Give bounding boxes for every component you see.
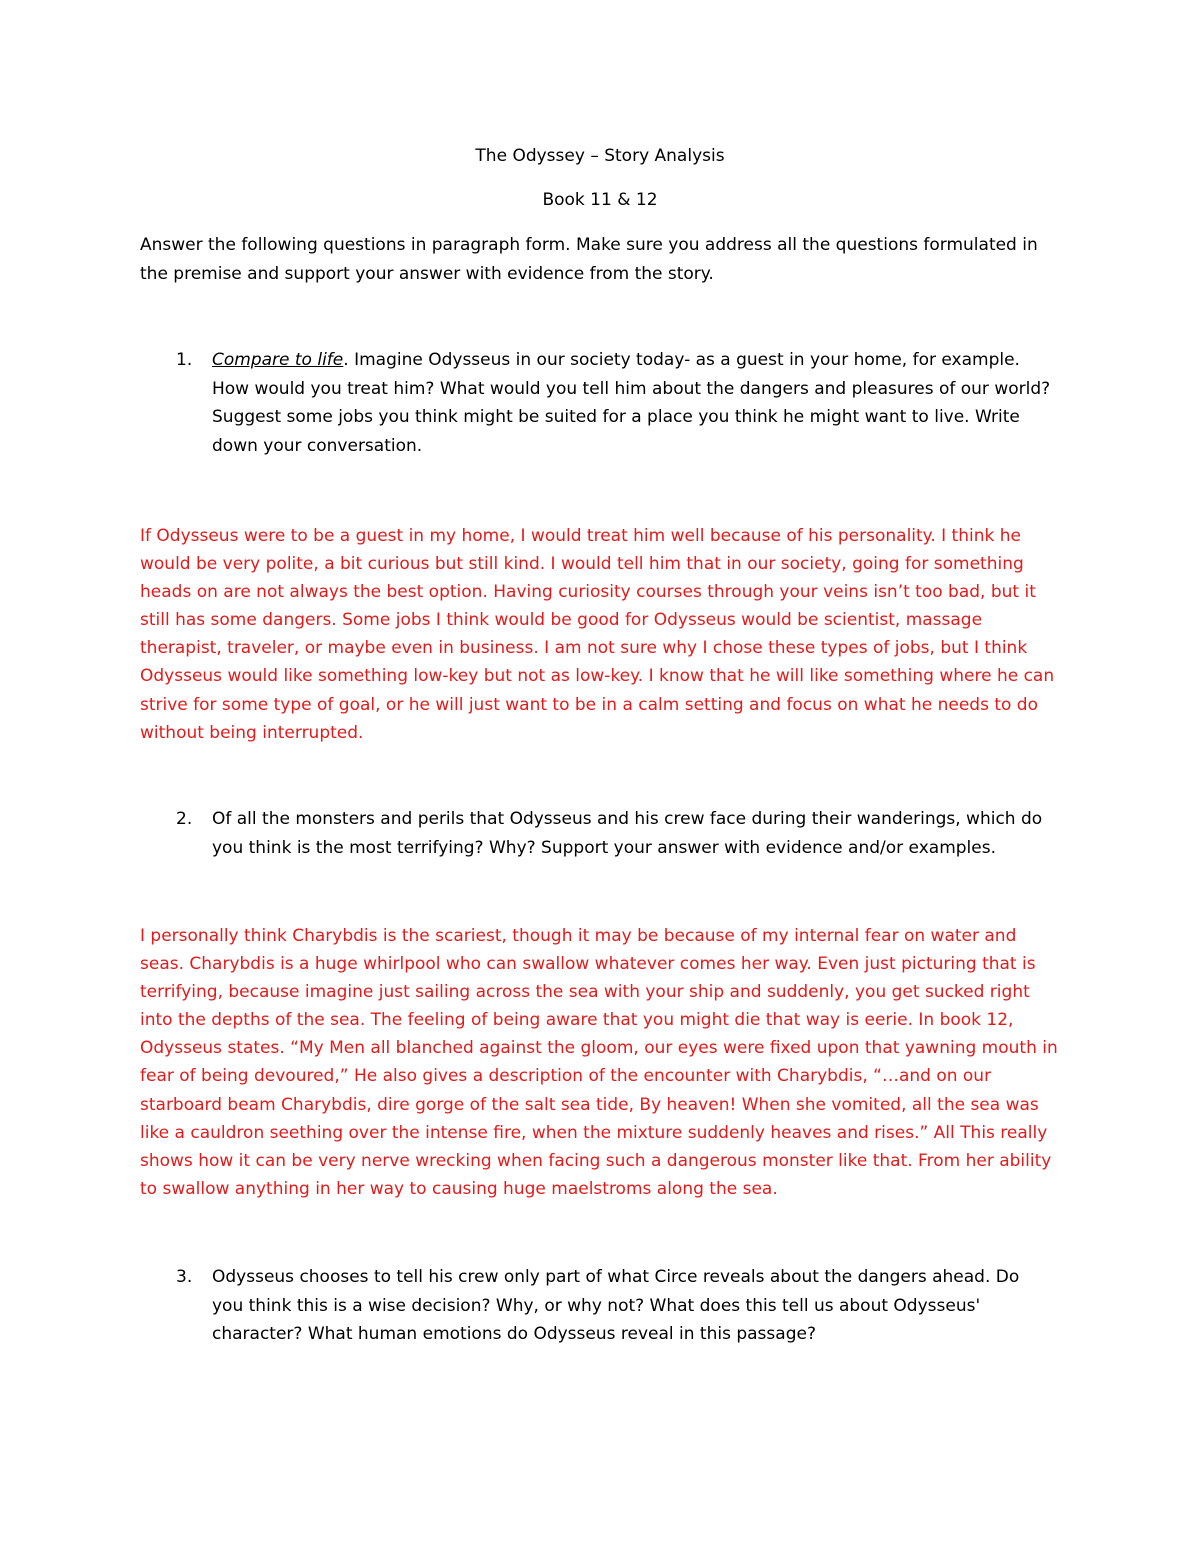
question-number: 1. — [176, 350, 193, 370]
question-lead: Compare to life — [212, 350, 344, 370]
document-title: The Odyssey – Story Analysis — [475, 146, 725, 166]
question-body: . Imagine Odysseus in our society today- as a guest in your home, for example. How would you treat him? What would you tell him about the dangers and pleasures of our world? Suggest some jobs you think might be suited for a place you think he might want to live. Write down your conversation. — [212, 350, 1051, 456]
question-number: 3. — [176, 1267, 193, 1287]
question-number: 2. — [176, 809, 193, 829]
answer-1: If Odysseus were to be a guest in my home, I would treat him well because of his personality. I think he would be very polite, a bit curious but still kind. I would tell him that in our society, going for something heads on are not always the best option. Having curiosity courses through your veins isn’t too bad, but it still has some dangers. Some jobs I think would be good for Odysseus would be scientist, massage therapist, traveler, or maybe even in business. I am not sure why I chose these types of jobs, but I think Odysseus would like something low-key but not as low-key. I know that he will like something where he can strive for some type of goal, or he will just want to be in a calm setting and focus on what he needs to do without being interrupted. — [140, 526, 1055, 743]
question-2 — [140, 805, 1060, 862]
answer-2: I personally think Charybdis is the scariest, though it may be because of my internal fear on water and seas. Charybdis is a huge whirlpool who can swallow whatever comes her way. Even just picturing that is terrifying, because imagine just sailing across the sea with your ship and suddenly, you get sucked right into the depths of the sea. The feeling of being aware that you might die that way is eerie. In book 12, Odysseus states. “My Men all blanched against the gloom, our eyes were fixed upon that yawning mouth in fear of being devoured,” He also gives a description of the encounter with Charybdis, “…and on our starboard beam Charybdis, dire gorge of the salt sea tide, By heaven! When she vomited, all the sea was like a cauldron seething over the intense fire, when the mixture suddenly heaves and rises.” All This really shows how it can be very nerve wrecking when facing such a dangerous monster like that. From her ability to swallow anything in her way to causing huge maelstroms along the sea. — [140, 926, 1058, 1199]
instructions-paragraph: Answer the following questions in paragraph form. Make sure you address all the questions formulated in the premise and support your answer with evidence from the story. — [140, 235, 1038, 284]
question-text: Of all the monsters and perils that Odysseus and his crew face during their wanderings, which do you think is the most terrifying? Why? Support your answer with evidence and/or examples. — [212, 809, 1043, 858]
question-3 — [140, 1263, 1060, 1349]
document-subtitle: Book 11 & 12 — [542, 190, 658, 210]
question-1 — [140, 346, 1060, 460]
question-text: Odysseus chooses to tell his crew only part of what Circe reveals about the dangers ahead. Do you think this is a wise decision? Why, or why not? What does this tell us about Odysseus' character? What human emotions do Odysseus reveal in this passage? — [212, 1267, 1020, 1344]
question-text — [212, 346, 1054, 460]
